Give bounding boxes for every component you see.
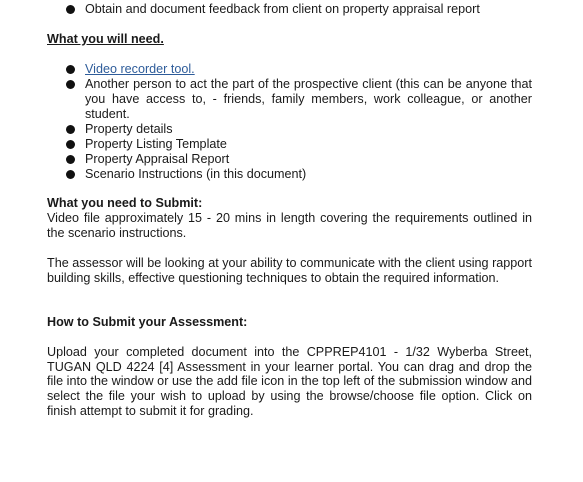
how-to-submit-heading: How to Submit your Assessment: [47, 315, 248, 329]
bullet-icon [66, 155, 75, 164]
list-item-text: Another person to act the part of the prospective client (this can be anyone that you have access to, - friends, family members, work colleague, or another student. [85, 77, 532, 121]
list-item [0, 122, 583, 137]
list-item [0, 137, 583, 152]
bullet-icon [66, 80, 75, 89]
list-item-text: Scenario Instructions (in this document) [85, 167, 307, 181]
bullet-icon [66, 65, 75, 74]
list-item [0, 2, 583, 17]
list-item-text: Obtain and document feedback from client on property appraisal report [85, 2, 480, 16]
assessor-paragraph: The assessor will be looking at your ability to communicate with the client using rapport building skills, effective questioning techniques to obtain the required information. [47, 256, 532, 285]
submit-paragraph: Video file approximately 15 - 20 mins in length covering the requirements outlined in the scenario instructions. [47, 211, 532, 240]
submit-heading: What you need to Submit: [47, 196, 203, 210]
bullet-icon [66, 5, 75, 14]
bullet-icon [66, 170, 75, 179]
list-item [0, 152, 583, 167]
need-heading: What you will need. [47, 32, 164, 46]
how-to-submit-paragraph: Upload your completed document into the CPPREP4101 - 1/32 Wyberba Street, TUGAN QLD 4224 [4] Assessment in your learner portal. You can drag and drop the file into the window or use the add file icon in the top left of the submission window and select the file your wish to upload by using the browse/choose file option. Click on finish attempt to submit it for grading. [47, 345, 532, 418]
list-item-text: Property Listing Template [85, 137, 227, 151]
list-item-text: Property Appraisal Report [85, 152, 230, 166]
bullet-icon [66, 125, 75, 134]
list-item [0, 167, 583, 182]
bullet-icon [66, 140, 75, 149]
top-bullet-list [0, 2, 583, 17]
list-item-text: Property details [85, 122, 173, 136]
list-item [0, 62, 583, 77]
video-recorder-link[interactable]: Video recorder tool. [85, 62, 195, 76]
need-bullet-list [0, 62, 583, 182]
list-item [0, 77, 583, 122]
